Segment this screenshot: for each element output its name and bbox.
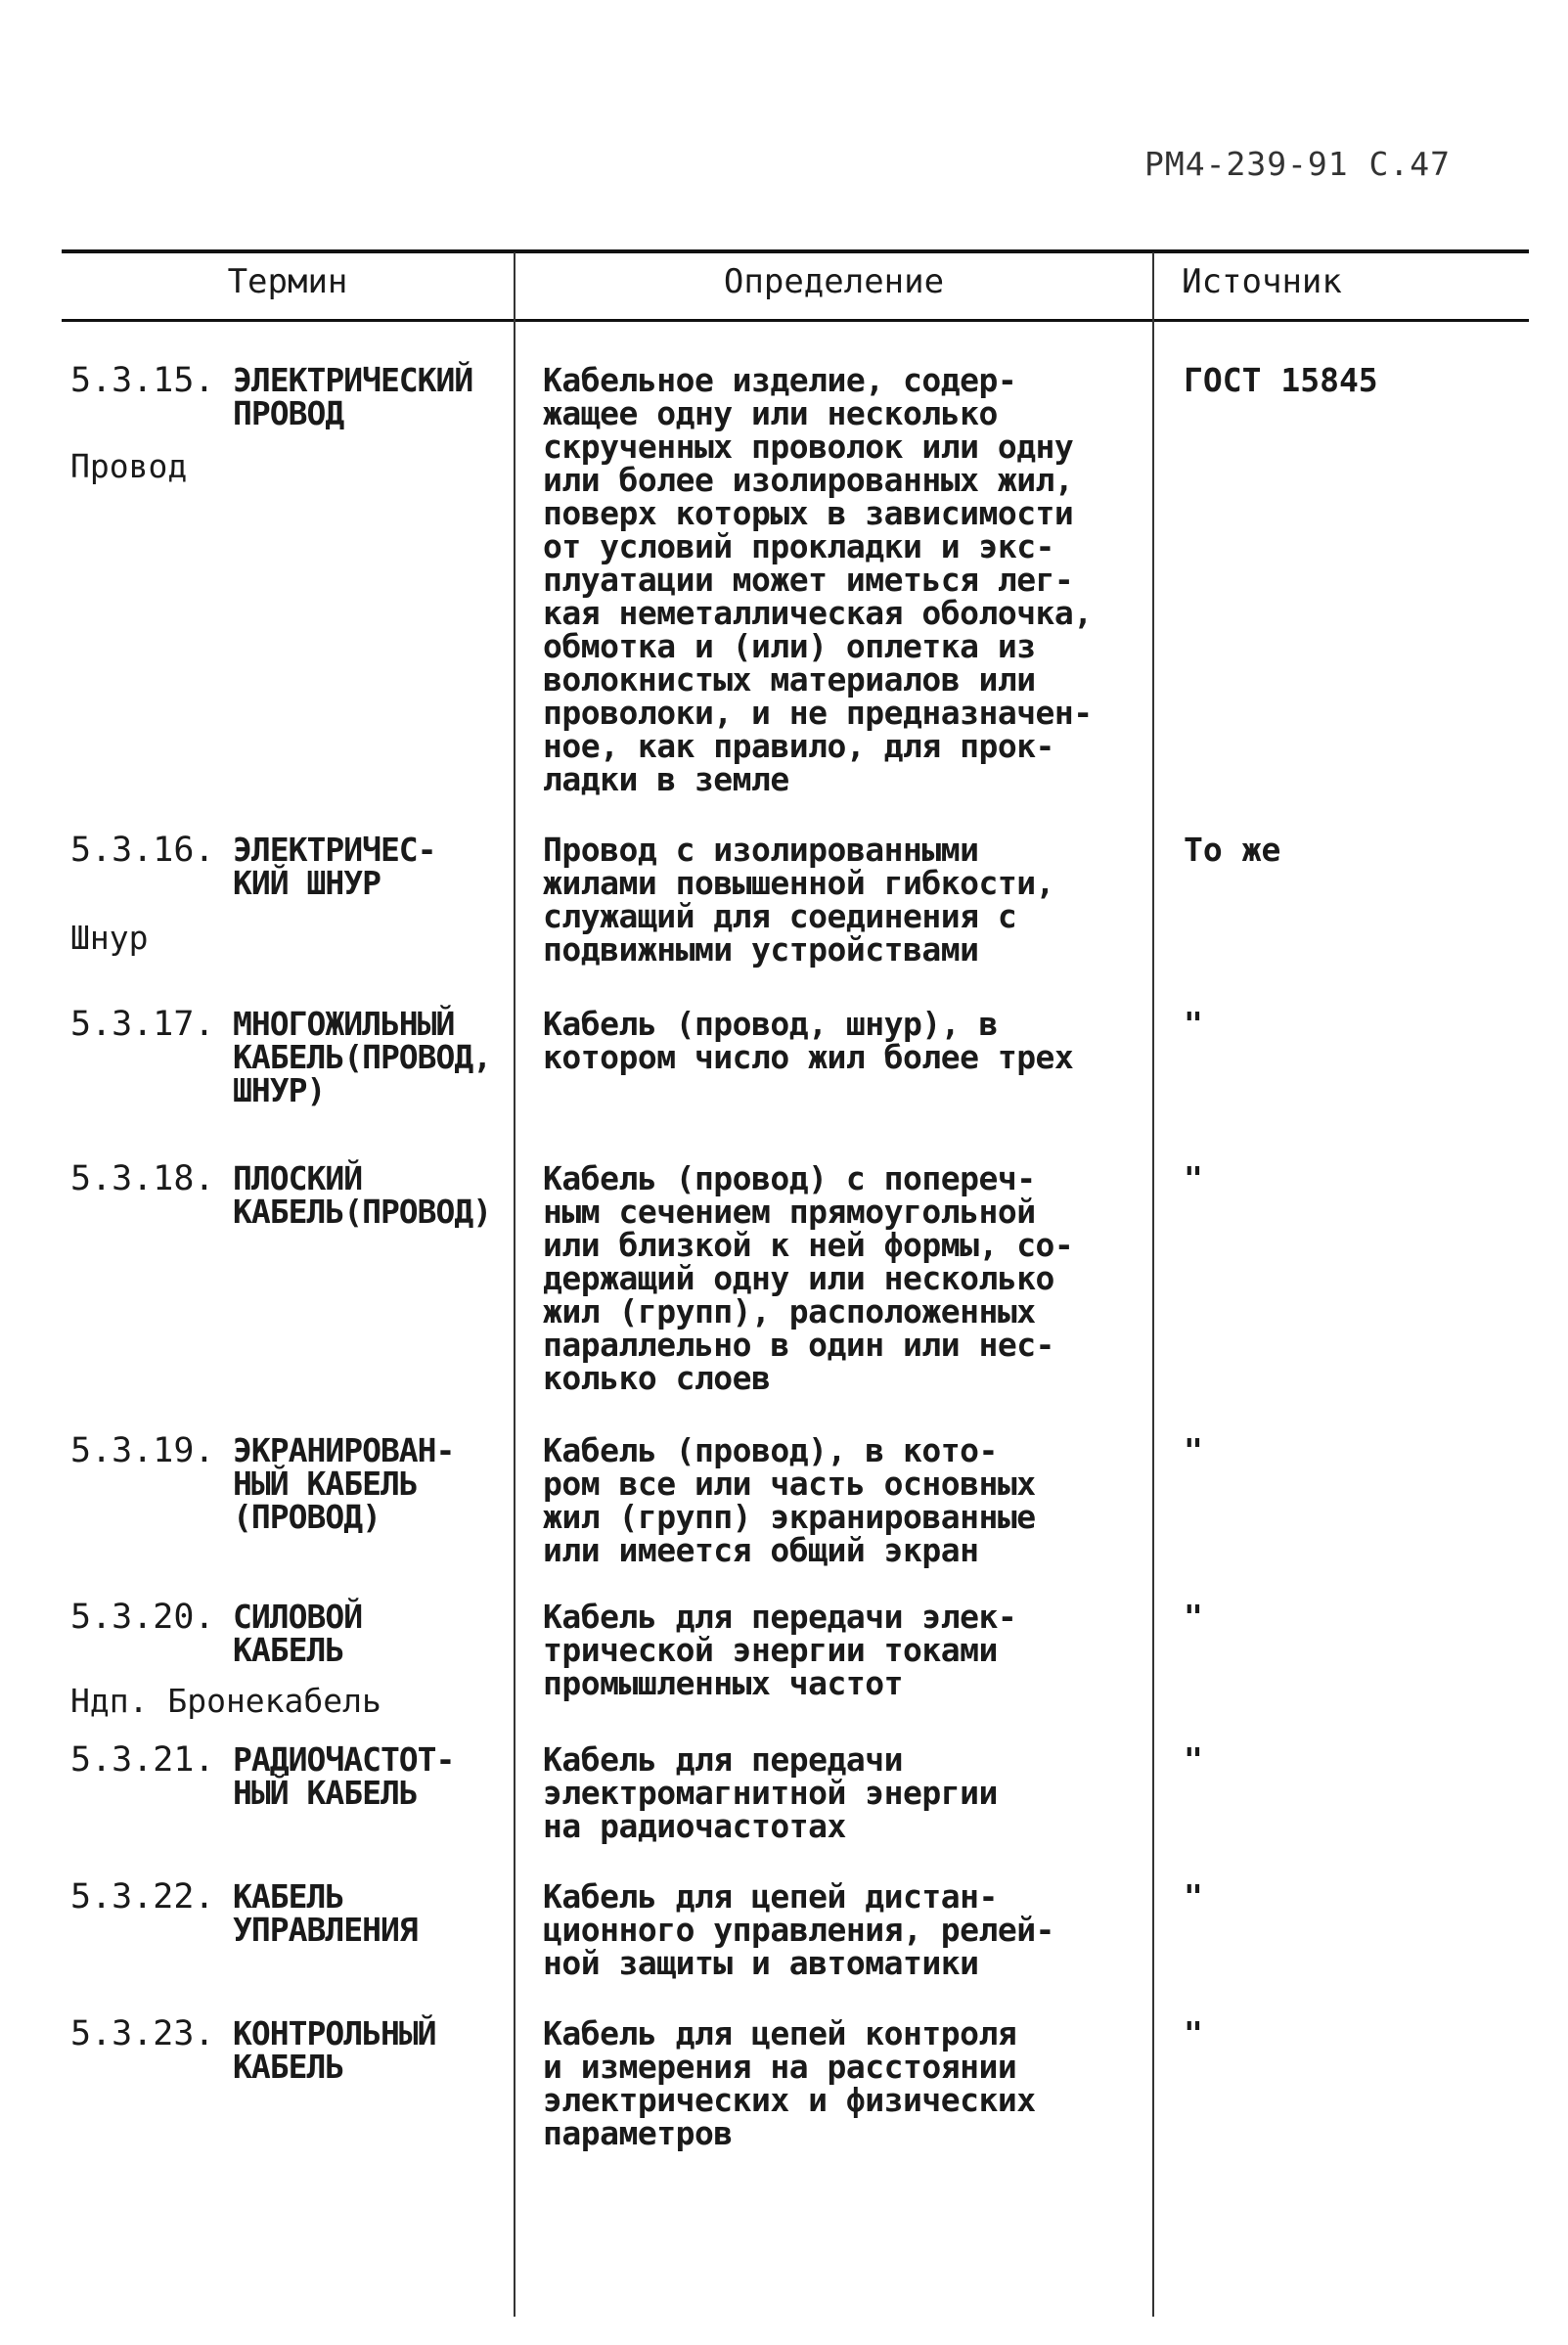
term-definition: Кабель (провод) с попереч- ным сечением прямоугольной или близкой к ней формы, со- держащий одну или несколько жил (групп), расположенных параллельно в один или нес- колько слоев bbox=[543, 1159, 1074, 1397]
term-name: МНОГОЖИЛЬНЫЙ КАБЕЛЬ(ПРОВОД, ШНУР) bbox=[233, 1005, 492, 1109]
column-header-source: Источник bbox=[1182, 262, 1342, 301]
term-definition: Кабель (провод, шнур), в котором число жил более трех bbox=[543, 1005, 1074, 1076]
term-source: " bbox=[1184, 1877, 1203, 1916]
header-bottom-rule bbox=[62, 319, 1529, 322]
term-number: 5.3.17. bbox=[70, 1005, 215, 1044]
page-reference: РМ4-239-91 С.47 bbox=[1143, 145, 1451, 183]
term-number: 5.3.18. bbox=[70, 1159, 215, 1198]
term-definition: Кабель для цепей дистан- ционного управления, релей- ной защиты и автоматики bbox=[543, 1877, 1054, 1982]
term-number: 5.3.16. bbox=[70, 831, 215, 870]
term-number: 5.3.15. bbox=[70, 361, 215, 400]
term-number: 5.3.21. bbox=[70, 1740, 215, 1780]
term-definition: Провод с изолированными жилами повышенной гибкости, служащий для соединения с подвижными устройствами bbox=[543, 831, 1054, 969]
term-source: " bbox=[1184, 1431, 1203, 1469]
term-name: ЭЛЕКТРИЧЕС- КИЙ ШНУР bbox=[233, 831, 436, 902]
term-source: " bbox=[1184, 1159, 1203, 1197]
term-source: " bbox=[1184, 2014, 1203, 2052]
term-source: " bbox=[1184, 1740, 1203, 1779]
term-definition: Кабель для цепей контроля и измерения на расстоянии электрических и физических параметров bbox=[543, 2014, 1036, 2152]
term-definition: Кабель для передачи элек- трической энергии токами промышленных частот bbox=[543, 1598, 1017, 1702]
term-source: " bbox=[1184, 1598, 1203, 1636]
column-header-term: Термин bbox=[227, 262, 348, 301]
term-definition: Кабельное изделие, содер- жащее одну или несколько скрученных проволок или одну или более изолированных жил, поверх которых в зависимости от условий прокладки и экс- плуатации может иметься лег- кая неметаллическая оболочка, обмотка и (или) оплетка из волокнистых материалов или проволоки, и не предназначен- ное, как правило, для прок- ладки в земле bbox=[543, 361, 1093, 798]
column-divider-2 bbox=[1152, 252, 1154, 2317]
term-alias: Ндп. Бронекабель bbox=[70, 1682, 381, 1720]
term-source: " bbox=[1184, 1005, 1203, 1043]
term-alias: Шнур bbox=[70, 919, 149, 957]
term-name: ЭЛЕКТРИЧЕСКИЙ ПРОВОД bbox=[233, 361, 473, 432]
column-header-definition: Определение bbox=[723, 262, 945, 301]
term-name: ПЛОСКИЙ КАБЕЛЬ(ПРОВОД) bbox=[233, 1159, 492, 1231]
term-name: РАДИОЧАСТОТ- НЫЙ КАБЕЛЬ bbox=[233, 1740, 455, 1812]
term-source: То же bbox=[1184, 831, 1281, 869]
term-source: ГОСТ 15845 bbox=[1184, 361, 1378, 399]
term-number: 5.3.22. bbox=[70, 1877, 215, 1917]
term-definition: Кабель для передачи электромагнитной энергии на радиочастотах bbox=[543, 1740, 998, 1845]
term-name: КОНТРОЛЬНЫЙ КАБЕЛЬ bbox=[233, 2014, 436, 2086]
term-number: 5.3.20. bbox=[70, 1598, 215, 1637]
term-name: ЭКРАНИРОВАН- НЫЙ КАБЕЛЬ (ПРОВОД) bbox=[233, 1431, 455, 1536]
term-name: КАБЕЛЬ УПРАВЛЕНИЯ bbox=[233, 1877, 418, 1949]
term-alias: Провод bbox=[70, 447, 188, 485]
table-top-rule bbox=[62, 249, 1529, 253]
term-number: 5.3.19. bbox=[70, 1431, 215, 1470]
term-name: СИЛОВОЙ КАБЕЛЬ bbox=[233, 1598, 363, 1669]
term-number: 5.3.23. bbox=[70, 2014, 215, 2053]
column-divider-1 bbox=[514, 252, 515, 2317]
term-definition: Кабель (провод), в кото- ром все или часть основных жил (групп) экранированные или имеется общий экран bbox=[543, 1431, 1036, 1569]
